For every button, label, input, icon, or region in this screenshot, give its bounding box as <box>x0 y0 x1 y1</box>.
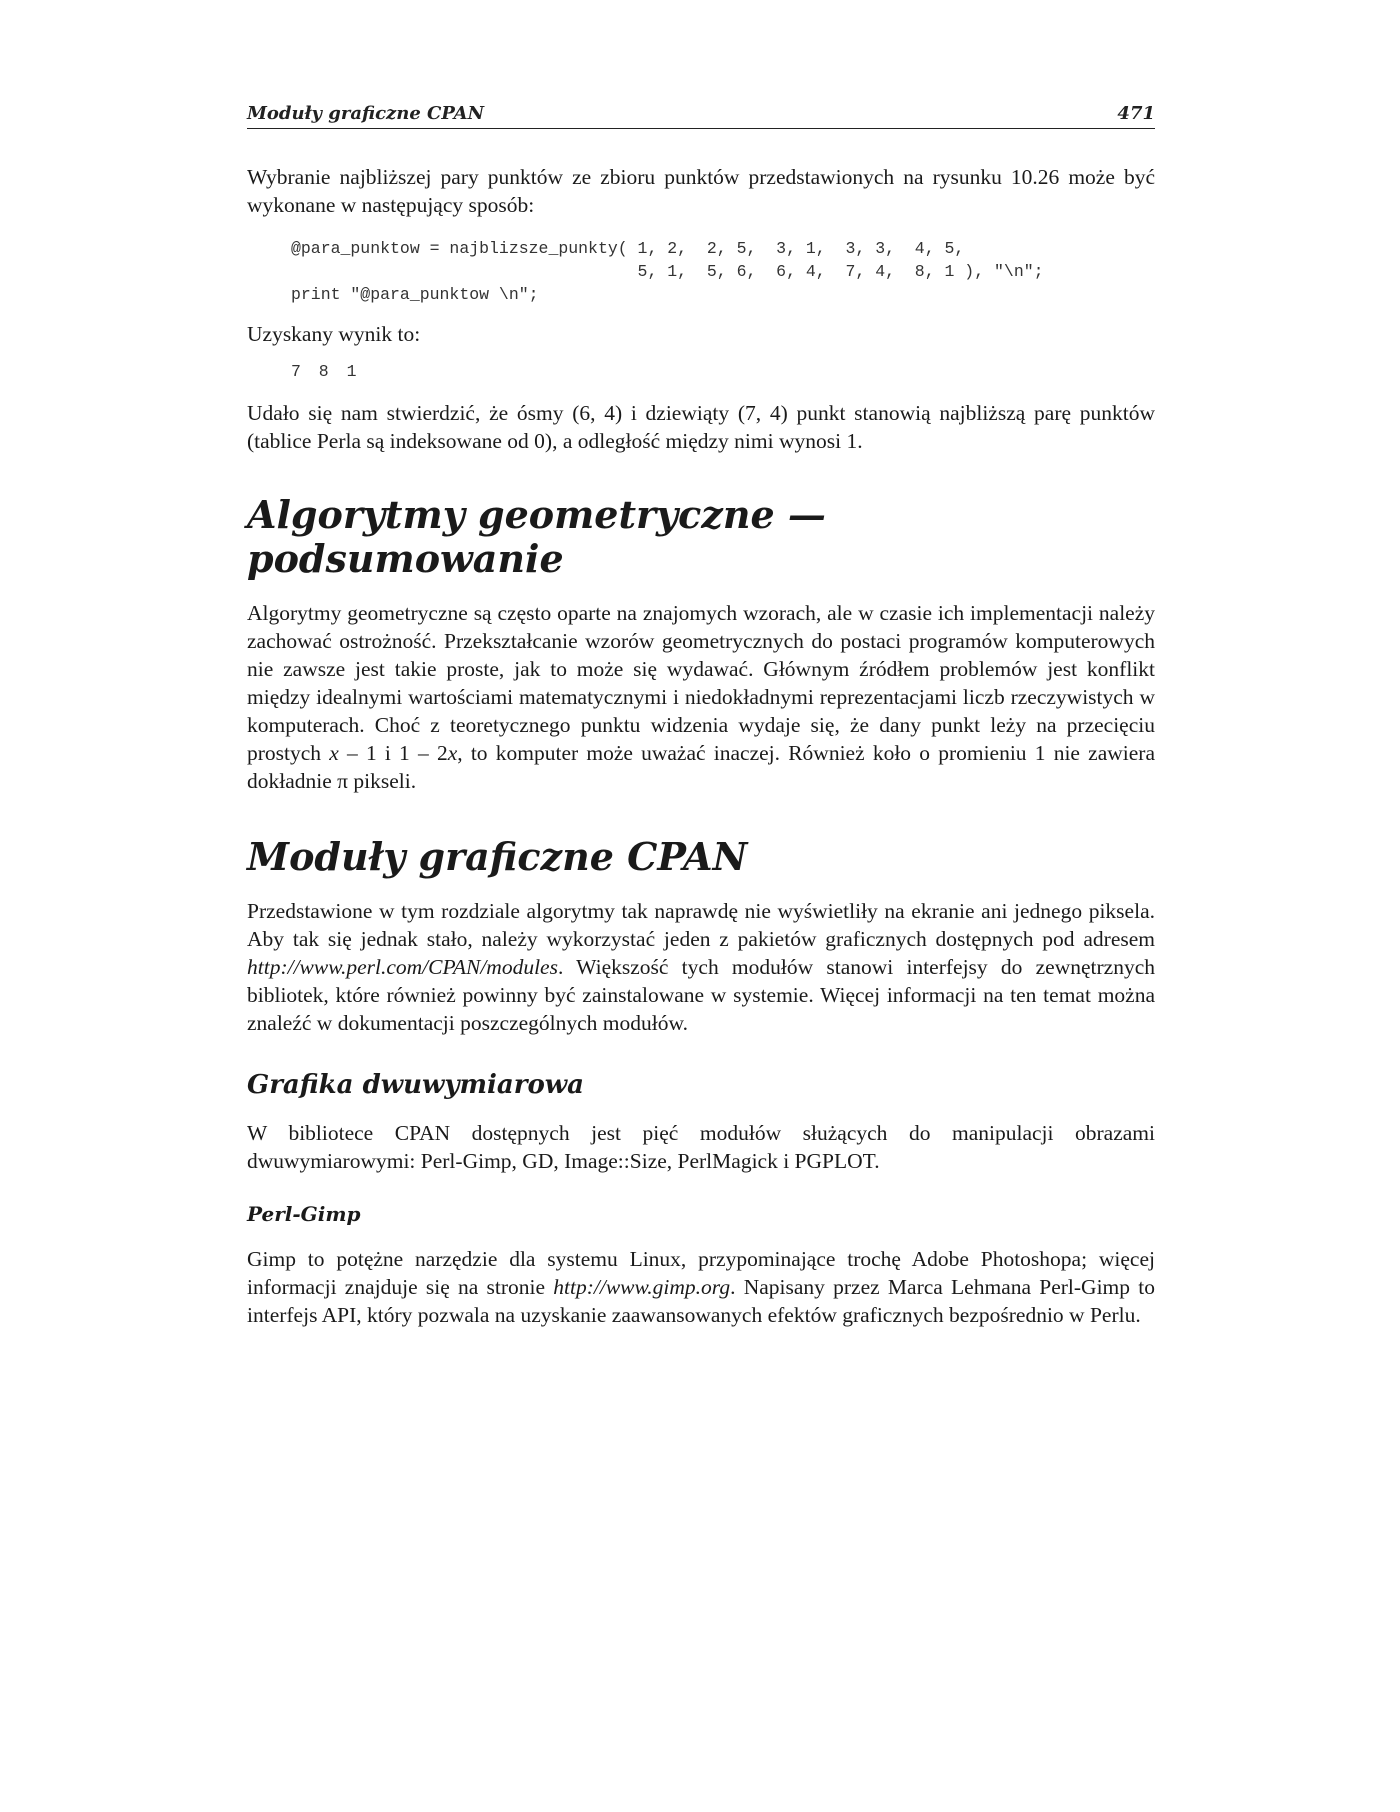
cpan-heading: Moduły graficzne CPAN <box>247 834 748 879</box>
cpan-text-1: Przedstawione w tym rozdziale algorytmy tak naprawdę nie wyświetliły na ekranie ani jednego piksela. Aby tak się jednak stało, należy wykorzystać jeden z pakietów graficznych dostępnych pod adresem <box>247 899 1155 951</box>
graphics-2d-heading: Grafika dwuwymiarowa <box>247 1070 585 1100</box>
book-page <box>247 96 1155 1329</box>
perl-gimp-paragraph <box>247 1245 1155 1329</box>
result-label: Uzyskany wynik to: <box>247 322 421 346</box>
cpan-url-link[interactable]: http://www.perl.com/CPAN/modules <box>247 955 558 979</box>
page-number: 471 <box>1117 103 1155 124</box>
perl-gimp-text-2: . Napisany przez Marca Lehmana Perl-Gimp to interfejs API, który pozwala na uzyskanie zaawansowanych efektów graficznych bezpośrednio w Perlu. <box>247 1275 1155 1327</box>
conclusion-paragraph: Udało się nam stwierdzić, że ósmy (6, 4) i dziewiąty (7, 4) punkt stanowią najbliższą parę punktów (tablice Perla są indeksowane od 0), a odległość między nimi wynosi 1. <box>247 401 1155 453</box>
summary-text-3: , to komputer może uważać inaczej. Również koło o promieniu 1 nie zawiera dokładnie π pikseli. <box>247 741 1155 793</box>
running-head <box>247 96 1155 129</box>
gimp-url-link[interactable]: http://www.gimp.org <box>553 1275 731 1299</box>
summary-paragraph <box>247 599 1155 795</box>
result-code: 7 8 1 <box>291 362 361 381</box>
cpan-paragraph <box>247 897 1155 1037</box>
summary-text-1: Algorytmy geometryczne są często oparte na znajomych wzorach, ale w czasie ich implementacji należy zachować ostrożność. Przekształcanie wzorów geometrycznych do postaci programów komputerowych nie zawsze jest takie proste, jak to może się wydawać. Głównym źródłem problemów jest konflikt między idealnymi wartościami matematycznymi i niedokładnymi reprezentacjami liczb rzeczywistych w komputerach. Choć z teoretycznego punktu widzenia wydaje się, że dany punkt leży na przecięciu prostych <box>247 601 1155 765</box>
code-block: @para_punktow = najblizsze_punkty( 1, 2, 2, 5, 3, 1, 3, 3, 4, 5, 5, 1, 5, 6, 6, 4, 7, 4, 8, 1 ), "\n"; print "@para_punktow \n"; <box>291 239 1044 304</box>
intro-paragraph: Wybranie najbliższej pary punktów ze zbioru punktów przedstawionych na rysunku 10.26 może być wykonane w następujący sposób: <box>247 165 1155 217</box>
perl-gimp-text-1: Gimp to potężne narzędzie dla systemu Linux, przypominające trochę Adobe Photoshopa; więcej informacji znajduje się na stronie <box>247 1247 1155 1299</box>
cpan-text-2: . Większość tych modułów stanowi interfejsy do zewnętrznych bibliotek, które również powinny być zainstalowane w systemie. Więcej informacji na ten temat można znaleźć w dokumentacji poszczególnych modułów. <box>247 955 1155 1035</box>
perl-gimp-heading: Perl-Gimp <box>247 1202 361 1226</box>
graphics-2d-paragraph: W bibliotece CPAN dostępnych jest pięć modułów służących do manipulacji obrazami dwuwymiarowymi: Perl-Gimp, GD, Image::Size, PerlMagick i PGPLOT. <box>247 1121 1155 1173</box>
summary-heading: Algorytmy geometryczne — podsumowanie <box>247 492 826 581</box>
running-head-title: Moduły graficzne CPAN <box>247 103 485 124</box>
summary-text-2: – 1 i 1 – 2 <box>338 741 448 765</box>
math-x-2: x <box>447 741 458 765</box>
math-x-1: x <box>329 741 339 765</box>
